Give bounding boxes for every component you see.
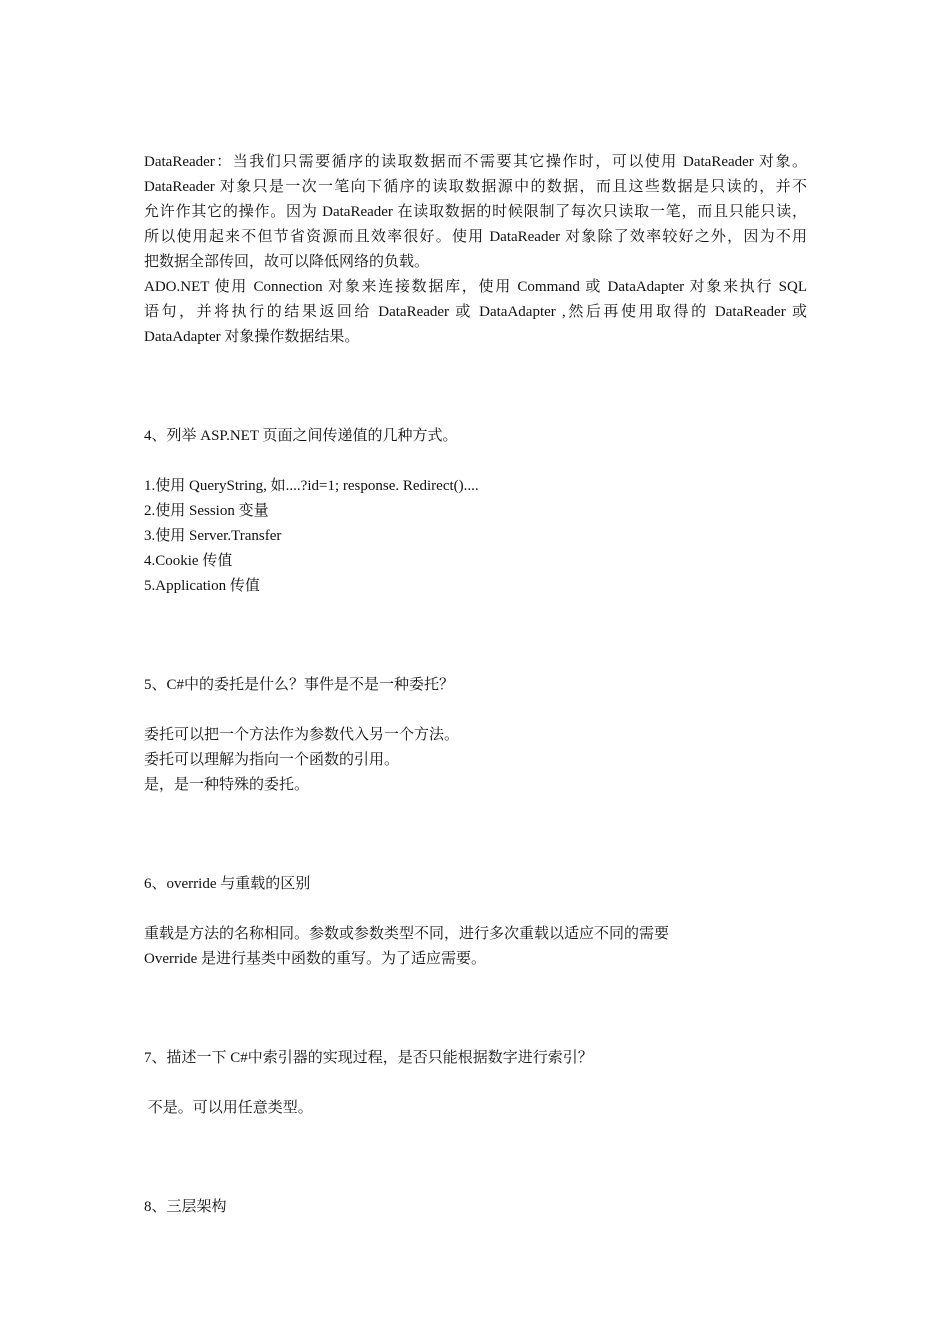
paragraph-line: ADO.NET 使用 Connection 对象来连接数据库，使用 Command 或 DataAdapter 对象来执行 SQL (144, 279, 807, 295)
answer-line: 1.使用 QueryString, 如....?id=1; response. Redirect().... (144, 478, 479, 494)
answer-line: Override 是进行基类中函数的重写。为了适应需要。 (144, 951, 487, 967)
paragraph-line: 语句，并将执行的结果返回给 DataReader 或 DataAdapter ,然后再使用取得的 DataReader 或 (144, 304, 807, 320)
paragraph-line: 把数据全部传回，故可以降低网络的负载。 (144, 254, 430, 270)
answer-line: 委托可以把一个方法作为参数代入另一个方法。 (144, 727, 460, 743)
answer-line: 不是。可以用任意类型。 (144, 1100, 313, 1116)
question-title: 5、C#中的委托是什么？事件是不是一种委托？ (144, 677, 455, 693)
answer-line: 3.使用 Server.Transfer (144, 528, 282, 544)
paragraph-line: DataReader 对象只是一次一笔向下循序的读取数据源中的数据，而且这些数据是只读的，并不 (144, 179, 807, 195)
paragraph-line: 允许作其它的操作。因为 DataReader 在读取数据的时候限制了每次只读取一笔，而且只能只读， (144, 204, 807, 220)
paragraph-line: DataReader：当我们只需要循序的读取数据而不需要其它操作时，可以使用 DataReader 对象。 (144, 154, 807, 170)
question-title: 7、描述一下 C#中索引器的实现过程，是否只能根据数字进行索引？ (144, 1050, 593, 1066)
answer-line: 2.使用 Session 变量 (144, 503, 269, 519)
paragraph-line: DataAdapter 对象操作数据结果。 (144, 329, 360, 345)
answer-line: 5.Application 传值 (144, 578, 260, 594)
question-title: 4、列举 ASP.NET 页面之间传递值的几种方式。 (144, 428, 458, 444)
answer-line: 重载是方法的名称相同。参数或参数类型不同，进行多次重载以适应不同的需要 (144, 926, 670, 942)
answer-line: 是，是一种特殊的委托。 (144, 777, 310, 793)
answer-line: 委托可以理解为指向一个函数的引用。 (144, 752, 400, 768)
question-title: 8、三层架构 (144, 1199, 227, 1215)
paragraph-line: 所以使用起来不但节省资源而且效率很好。使用 DataReader 对象除了效率较好之外，因为不用 (144, 229, 807, 245)
answer-line: 4.Cookie 传值 (144, 553, 233, 569)
question-title: 6、override 与重载的区别 (144, 876, 311, 892)
